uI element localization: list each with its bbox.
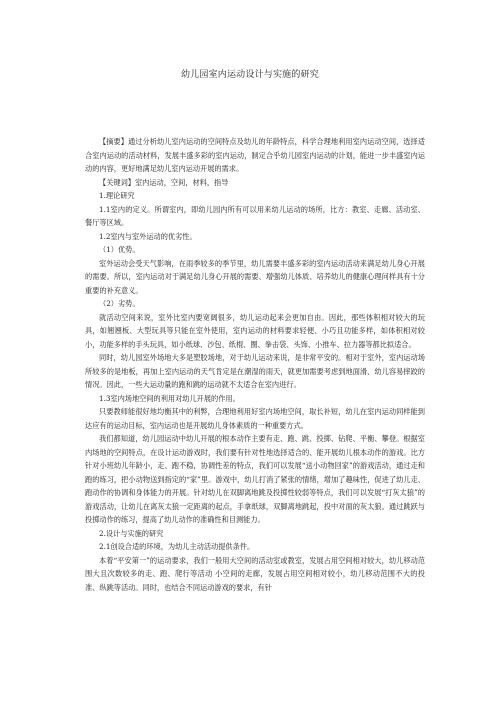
subsection-1-3-paragraph-1: 只要教师能很好地均衡其中的利弊，合理地利用好室内场地空间，取长补短，幼儿在室内运动同样能到达应有的运动目标，室内运动也是开展幼儿身体素质的一种重要方式。 — [85, 407, 425, 430]
subsection-1-3-paragraph-2: 我们都知道，幼儿园运动中幼儿开展的根本动作主要有走、跑、跳、投掷、钻爬、平衡、攀登。根据室内场地的空间特点，在设计运动游戏时，我们要有针对性地选择适合的、能开展幼儿根本动作的游戏。比方 针对小班幼儿年龄小，走、跑不稳，协调性差的特点，我们可以发展“送小动物回家”的游戏活动，通过走和跑的练习，把小动物送到指定的“家”里。游戏中，幼儿打消了紧张的情绪，增加了趣味性，促进了幼儿走、跑动作的协调和身体能力的开展。针对幼儿在双脚离地跳及投掷性较弱等特点，我们可以发展“打灰太狼”的游戏活动，让幼儿在离灰太狼一定距离的起点，手拿纸球，双脚离地跳起，投中对面的灰太狼。通过跳跃与投掷动作的练习，提高了幼儿动作的准确性和目测能力。 — [85, 434, 425, 524]
section-heading-2: 2.设计与实施的研究 — [99, 528, 164, 538]
disadvantage-paragraph-1: 就活动空间来说，室外比室内要宽阔很多，幼儿运动起来会更加自由。因此，那些体积相对较大的玩具，如翘翘板、大型玩具等只能在室外使用，室内运动的材料要求轻便、小巧且功能多样，如体积相对较小，功能多样的手头玩具，如小纸球、沙包、纸棍、圈、拳击袋、头饰、小推车、拉力器等都比拟适合。 — [85, 312, 425, 349]
advantage-paragraph: 室外运动会受天气影响，在雨季较多的季节里，幼儿需要丰盛多彩的室内运动活动来满足幼儿身心开展的需要。所以，室内运动对于满足幼儿身心开展的需要、增强幼儿体质、培养幼儿的健康心理问样具有十分重要的补充意义。 — [85, 258, 425, 295]
subsection-1-3-heading: 1.3室内场地空间的利用对幼儿开展的作用。 — [99, 393, 240, 403]
subsection-2-1-paragraph: 本着“平安第一”的运动要求，我们一般用大空间的活动室或教室，发展占用空间相对较大，幼儿移动范围大且次数较多的走、跑、爬行等活动 小空间的走廊，发展占用空间相对较小，幼儿移动范围不大的投准、纵跳等活动。同时，也结合不同运动游戏的要求，有针 — [85, 555, 425, 592]
advantage-heading: （1）优势。 — [99, 245, 140, 254]
section-heading-1: 1.理论研究 — [99, 191, 135, 200]
document-body — [85, 135, 425, 594]
subsection-1-2-heading: 1.2室内与室外运动的优劣性。 — [99, 231, 197, 241]
abstract-paragraph: 【摘要】通过分析幼儿室内运动的空间特点及幼儿的年龄特点，科学合理地利用室内运动空间，选择适合室内运动的活动材料，发展丰盛多彩的室内运动，制定合乎幼儿园室内运动的计划，能进一步丰盛室内运动的内容，更好地满足幼儿室内运动开展的需求。 — [85, 137, 425, 173]
disadvantage-heading: （2）劣势。 — [99, 299, 140, 308]
document-title: 幼儿园室内运动设计与实施的研究 — [180, 70, 319, 80]
keywords-line: 【关键词】室内运动，空间，材料，指导 — [99, 177, 229, 187]
subsection-1-1: 1.1室内的定义。所谓室内，即幼儿园内所有可以用来幼儿运动的场所，比方：教室、走廊、活动室、餐厅等区域。 — [85, 204, 425, 227]
subsection-2-1-heading: 2.1创设合适的环境，为幼儿主动活动提供条件。 — [99, 542, 255, 551]
disadvantage-paragraph-2: 同时，幼儿园室外场地大多是塑胶场地，对于幼儿运动来说，是非常平安的。相对于室外，室内运动场所较多的是地板，再加上室内运动的天气肯定是在潮湿的雨天，就更加需要考虑到地面滑、幼儿容易摔跤的情况。因此，一些大运动量的跑和跳的运动就不太适合在室内进行。 — [85, 353, 425, 389]
